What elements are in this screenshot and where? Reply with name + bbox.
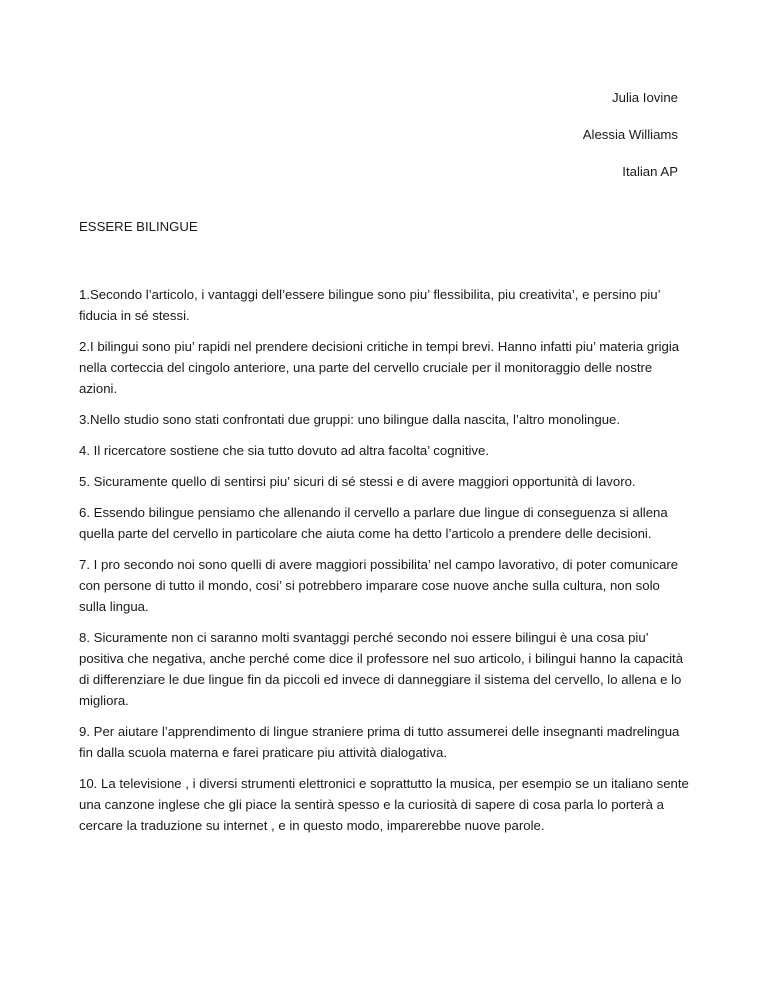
answer-paragraph-1: 1.Secondo l’articolo, i vantaggi dell’essere bilingue sono piu’ flessibilita, piu creativita’, e persino piu’ fiducia in sé stessi. xyxy=(79,287,661,323)
answers-list xyxy=(79,284,689,846)
answer-paragraph-2: 2.I bilingui sono piu’ rapidi nel prendere decisioni critiche in tempi brevi. Hanno infatti piu’ materia grigia nella corteccia del cingolo anteriore, una parte del cervello cruciale per il monitoraggio delle nostre azioni. xyxy=(79,339,680,396)
answer-paragraph-6: 6. Essendo bilingue pensiamo che allenando il cervello a parlare due lingue di conseguenza si allena quella parte del cervello in particolare che aiuta come ha detto l’articolo a prendere delle decisioni. xyxy=(79,505,668,541)
answer-paragraph-5: 5. Sicuramente quello di sentirsi piu’ sicuri di sé stessi e di avere maggiori opportunità di lavoro. xyxy=(79,474,636,489)
answer-paragraph-4: 4. Il ricercatore sostiene che sia tutto dovuto ad altra facolta’ cognitive. xyxy=(79,443,490,458)
course-name: Italian AP xyxy=(622,164,678,179)
answer-paragraph-3: 3.Nello studio sono stati confrontati due gruppi: uno bilingue dalla nascita, l’altro monolingue. xyxy=(79,412,621,427)
answer-paragraph-7: 7. I pro secondo noi sono quelli di avere maggiori possibilita’ nel campo lavorativo, di poter comunicare con persone di tutto il mondo, cosi’ si potrebbero imparare cose nuove anche sulla cultura, non solo sulla lingua. xyxy=(79,557,679,614)
author-name-1: Julia Iovine xyxy=(612,90,678,105)
header-block xyxy=(583,90,678,201)
author-name-2: Alessia Williams xyxy=(582,127,678,142)
document-title: ESSERE BILINGUE xyxy=(79,219,198,234)
answer-paragraph-10: 10. La televisione , i diversi strumenti elettronici e soprattutto la musica, per esempio se un italiano sente una canzone inglese che gli piace la sentirà spesso e la curiosità di sapere di cosa parla lo porterà a cercare la traduzione su internet , e in questo modo, imparerebbe nuove parole. xyxy=(79,776,689,833)
answer-paragraph-8: 8. Sicuramente non ci saranno molti svantaggi perché secondo noi essere bilingui è una cosa piu’ positiva che negativa, anche perché come dice il professore nel suo articolo, i bilingui hanno la capacità di differenziare le due lingue fin da piccoli ed invece di danneggiare il sistema del cervello, lo allena e lo migliora. xyxy=(79,630,684,708)
answer-paragraph-9: 9. Per aiutare l’apprendimento di lingue straniere prima di tutto assumerei delle insegnanti madrelingua fin dalla scuola materna e farei praticare piu attività dialogativa. xyxy=(79,724,680,760)
